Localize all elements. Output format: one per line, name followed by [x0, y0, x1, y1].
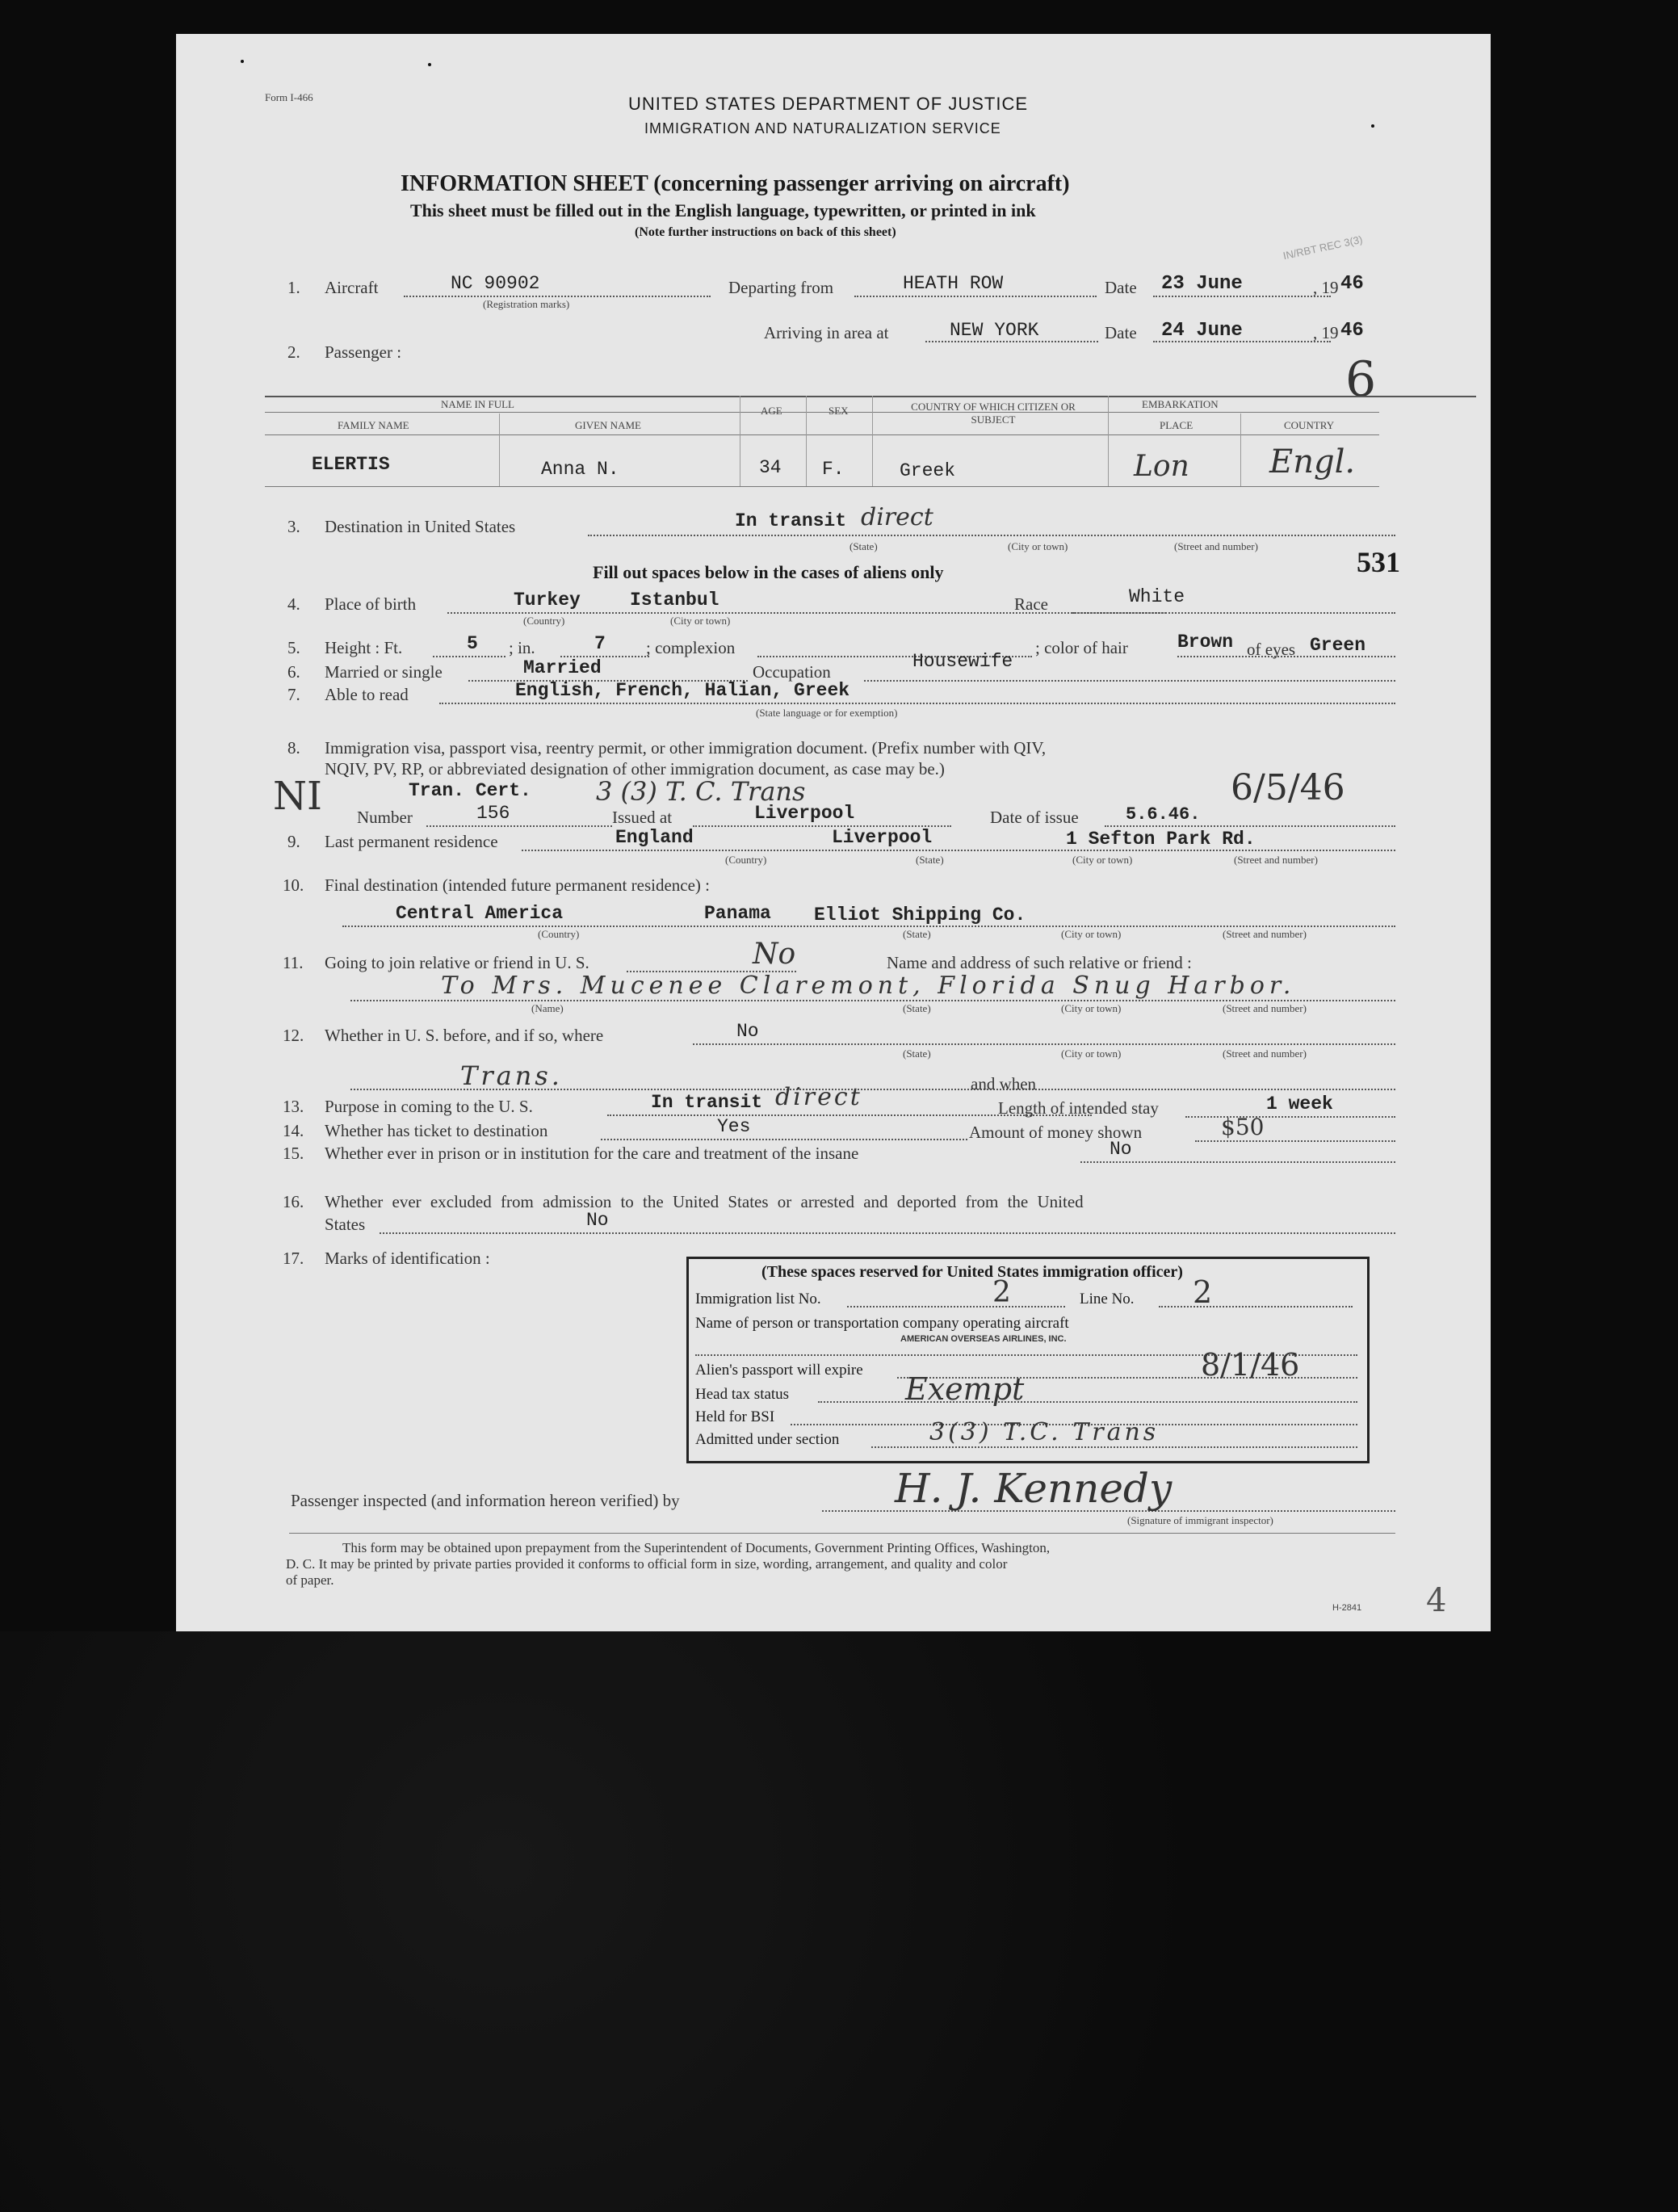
residence-city-value: Liverpool	[832, 827, 933, 848]
issue-date-line	[1105, 825, 1395, 827]
caption-state: (State)	[903, 928, 931, 940]
embarkation-country-value: Engl.	[1269, 443, 1356, 481]
item-number: 17.	[283, 1249, 304, 1268]
departing-line	[854, 296, 1097, 297]
identification-label: Marks of identification :	[325, 1249, 490, 1268]
item-number: 6.	[287, 662, 300, 682]
read-line	[439, 703, 1395, 704]
caption-street: (Street and number)	[1174, 540, 1258, 552]
caption-name: (Name)	[531, 1002, 564, 1014]
table-rule	[1240, 413, 1241, 486]
departure-date: 23 June	[1161, 273, 1243, 295]
issued-at-label: Issued at	[612, 808, 673, 827]
ticket-line	[601, 1139, 967, 1140]
stay-label: Length of intended stay	[998, 1098, 1159, 1118]
ticket-label: Whether has ticket to destination	[325, 1121, 548, 1140]
header-family-name: FAMILY NAME	[338, 419, 409, 431]
item-number: 13.	[283, 1097, 304, 1116]
faint-stamp: IN/RBT REC 3(3)	[1282, 233, 1364, 262]
money-label: Amount of money shown	[969, 1123, 1143, 1142]
destination-line	[588, 535, 1395, 536]
item-number: 3.	[287, 517, 300, 536]
final-destination-line	[342, 926, 1395, 927]
age-value: 34	[759, 457, 782, 478]
arriving-label: Arriving in area at	[764, 323, 889, 342]
departure-year: 46	[1340, 273, 1364, 295]
caption-street: (Street and number)	[1234, 854, 1318, 866]
inspected-label: Passenger inspected (and information hereon verified) by	[291, 1491, 680, 1510]
final-country-value: Central America	[396, 903, 564, 924]
race-value: White	[1129, 586, 1185, 607]
admitted-line	[871, 1446, 1357, 1448]
speck	[1371, 124, 1374, 128]
departing-label: Departing from	[728, 278, 834, 297]
table-rule	[265, 412, 1379, 413]
list-no-line	[847, 1306, 1065, 1307]
item-number: 5.	[287, 638, 300, 657]
money-line	[1195, 1140, 1395, 1142]
when-label: and when	[971, 1074, 1037, 1093]
passport-label: Alien's passport will expire	[695, 1362, 863, 1379]
birth-country-value: Turkey	[514, 590, 581, 611]
issue-date-value: 5.6.46.	[1126, 804, 1201, 825]
ticket-value: Yes	[717, 1116, 751, 1137]
caption-city: (City or town)	[1061, 928, 1122, 940]
eyes-label: of eyes	[1247, 640, 1296, 659]
join-relative-label: Going to join relative or friend in U. S.	[325, 953, 589, 972]
list-no-label: Immigration list No.	[695, 1291, 821, 1307]
item-number: 1.	[287, 278, 300, 297]
officer-box-title: (These spaces reserved for United States immigration officer)	[761, 1263, 1183, 1281]
hair-label: ; color of hair	[1035, 638, 1128, 657]
arrival-year: 46	[1340, 320, 1364, 342]
birth-city-value: Istanbul	[630, 590, 719, 611]
caption-country: (Country)	[523, 615, 565, 627]
date-label: Date	[1105, 323, 1137, 342]
marital-value: Married	[523, 657, 602, 678]
final-state-value: Panama	[704, 903, 771, 924]
caption-state: (State)	[903, 1002, 931, 1014]
service-title: IMMIGRATION AND NATURALIZATION SERVICE	[644, 120, 1001, 136]
table-rule	[872, 396, 873, 486]
caption-country: (Country)	[538, 928, 580, 940]
excluded-label-2: States	[325, 1215, 366, 1234]
join-relative-handwritten: No	[753, 938, 796, 971]
birthplace-line	[447, 612, 1166, 614]
instruction-text: This sheet must be filled out in the English language, typewritten, or printed in ink	[410, 200, 1036, 220]
residence-label: Last permanent residence	[325, 832, 498, 851]
departing-value: HEATH ROW	[903, 273, 1004, 294]
passenger-label: Passenger :	[325, 342, 402, 362]
sex-value: F.	[822, 459, 845, 480]
caption-country: (Country)	[725, 854, 767, 866]
caption-state: (State)	[916, 854, 944, 866]
caption-city: (City or town)	[1008, 540, 1068, 552]
scan-background	[0, 1631, 1678, 2212]
residence-country-value: England	[615, 827, 694, 848]
issue-date-label: Date of issue	[990, 808, 1079, 827]
officer-box	[686, 1257, 1370, 1463]
aliens-heading: Fill out spaces below in the cases of aliens only	[593, 562, 944, 582]
item-number: 4.	[287, 594, 300, 614]
birthplace-label: Place of birth	[325, 594, 417, 614]
line-no-line	[1159, 1306, 1353, 1307]
line-no-value: 2	[1193, 1274, 1213, 1310]
hair-line	[1177, 656, 1395, 657]
aircraft-line	[404, 296, 711, 297]
money-value: $50	[1221, 1114, 1265, 1140]
given-name-value: Anna N.	[541, 459, 619, 480]
table-rule	[265, 396, 1476, 397]
residence-line	[522, 850, 1395, 851]
relative-handwritten-value: To Mrs. Mucenee Claremont, Florida Snug Harbor.	[441, 972, 1296, 1000]
caption-street: (Street and number)	[1223, 1047, 1307, 1060]
inches-label: ; in.	[509, 638, 535, 657]
file-number: 531	[1357, 546, 1400, 578]
admitted-value: 3(3) T.C. Trans	[929, 1418, 1160, 1446]
purpose-value: In transit	[651, 1092, 763, 1113]
company-label: Name of person or transportation company operating aircraft	[695, 1315, 1069, 1332]
visa-text-2: NQIV, PV, RP, or abbreviated designation of other immigration document, as case may be.)	[325, 759, 945, 779]
race-line	[1072, 612, 1395, 614]
form-code: H-2841	[1332, 1603, 1362, 1613]
company-value: AMERICAN OVERSEAS AIRLINES, INC.	[900, 1334, 1067, 1344]
header-place: PLACE	[1160, 419, 1193, 431]
line-no-label: Line No.	[1080, 1291, 1135, 1307]
feet-line	[433, 656, 505, 657]
prison-value: No	[1110, 1139, 1132, 1160]
document-type-value: Tran. Cert.	[409, 780, 531, 801]
caption-city: (City or town)	[1072, 854, 1133, 866]
doc-number-line	[426, 825, 612, 827]
arrival-date: 24 June	[1161, 320, 1243, 342]
item-number: 8.	[287, 738, 300, 758]
item-number: 12.	[283, 1026, 304, 1045]
form-number: Form I-466	[265, 91, 313, 103]
header-emb-country: COUNTRY	[1284, 419, 1335, 431]
date-line	[1153, 296, 1331, 297]
citizenship-value: Greek	[900, 460, 956, 481]
prior-visit-label: Whether in U. S. before, and if so, where	[325, 1026, 604, 1045]
information-sheet	[176, 34, 1491, 1631]
aircraft-label: Aircraft	[325, 278, 379, 297]
prison-line	[1080, 1161, 1395, 1163]
footer-rule	[289, 1533, 1395, 1534]
embarkation-place-value: Lon	[1134, 450, 1189, 483]
date-label: Date	[1105, 278, 1137, 297]
speck	[241, 60, 244, 63]
issued-at-value: Liverpool	[754, 803, 855, 824]
list-no-value: 2	[992, 1276, 1011, 1309]
header-embarkation: EMBARKATION	[1142, 398, 1219, 410]
destination-label: Destination in United States	[325, 517, 516, 536]
purpose-handwritten: direct	[775, 1083, 862, 1111]
header-sex: SEX	[829, 405, 849, 417]
footer-line-2: D. C. It may be printed by private parties provided it conforms to official form in size, wording, arrangement, and quality and color	[286, 1556, 1008, 1572]
complexion-label: ; complexion	[646, 638, 736, 657]
page-number: 4	[1426, 1582, 1447, 1619]
final-city-value: Elliot Shipping Co.	[814, 905, 1026, 926]
speck	[428, 63, 431, 66]
table-rule	[265, 434, 1379, 435]
prior-visit-value: No	[736, 1021, 759, 1042]
caption-street: (Street and number)	[1223, 1002, 1307, 1014]
excluded-line	[380, 1232, 1395, 1234]
header-name-in-full: NAME IN FULL	[441, 398, 514, 410]
item-number: 15.	[283, 1144, 304, 1163]
eyes-value: Green	[1310, 635, 1366, 656]
marital-label: Married or single	[325, 662, 443, 682]
page-title: INFORMATION SHEET (concerning passenger arriving on aircraft)	[401, 171, 1070, 196]
item-number: 7.	[287, 685, 300, 704]
arriving-value: NEW YORK	[950, 320, 1039, 341]
item-number: 2.	[287, 342, 300, 362]
height-inches-value: 7	[594, 633, 606, 654]
caption-city: (City or town)	[670, 615, 731, 627]
year-prefix: , 19	[1313, 278, 1339, 297]
hair-value: Brown	[1177, 632, 1234, 653]
table-rule	[265, 486, 1379, 487]
visa-handwritten-ni: NI	[273, 774, 322, 819]
tax-value: Exempt	[905, 1371, 1025, 1407]
stay-line	[1185, 1116, 1395, 1118]
caption-street: (Street and number)	[1223, 928, 1307, 940]
destination-handwritten: direct	[861, 503, 933, 531]
caption-state: (State)	[849, 540, 878, 552]
tax-line	[818, 1401, 1357, 1403]
table-rule	[1108, 396, 1109, 486]
item-number: 14.	[283, 1121, 304, 1140]
inspector-signature: H. J. Kennedy	[895, 1465, 1173, 1512]
item-number: 9.	[287, 832, 300, 851]
prior-visit-handwritten: Trans.	[460, 1060, 563, 1091]
languages-value: English, French, Halian, Greek	[515, 680, 850, 701]
footer-line-1: This form may be obtained upon prepayment from the Superintendent of Documents, Government Printing Offices, Washington,	[342, 1540, 1051, 1555]
item-number: 16.	[283, 1192, 304, 1211]
signature-caption: (Signature of immigrant inspector)	[1127, 1514, 1273, 1526]
occupation-line	[864, 680, 1395, 682]
bsi-label: Held for BSI	[695, 1408, 775, 1425]
corner-mark: 6	[1345, 351, 1377, 408]
visa-text-1: Immigration visa, passport visa, reentry permit, or other immigration document. (Prefix number with QIV,	[325, 738, 1047, 758]
caption-city: (City or town)	[1061, 1047, 1122, 1060]
occupation-value: Housewife	[912, 651, 1013, 672]
table-rule	[499, 413, 500, 486]
family-name-value: ELERTIS	[312, 454, 390, 475]
table-rule	[806, 396, 807, 486]
read-label: Able to read	[325, 685, 409, 704]
header-age: AGE	[761, 405, 782, 417]
when-line	[1045, 1089, 1395, 1090]
excluded-value: No	[586, 1210, 609, 1231]
admitted-label: Admitted under section	[695, 1431, 840, 1448]
occupation-label: Occupation	[753, 662, 831, 682]
stay-value: 1 week	[1266, 1093, 1333, 1114]
department-title: UNITED STATES DEPARTMENT OF JUSTICE	[628, 94, 1029, 114]
relative-name-label: Name and address of such relative or friend :	[887, 953, 1192, 972]
registration-caption: (Registration marks)	[483, 298, 570, 310]
language-caption: (State language or for exemption)	[756, 707, 898, 719]
aircraft-value: NC 90902	[451, 273, 540, 294]
height-feet-value: 5	[467, 633, 478, 654]
document-handwritten-date: 6/5/46	[1231, 767, 1345, 808]
instruction-note: (Note further instructions on back of this sheet)	[635, 225, 896, 239]
destination-value: In transit	[735, 510, 847, 531]
caption-state: (State)	[903, 1047, 931, 1060]
header-given-name: GIVEN NAME	[575, 419, 641, 431]
doc-number-value: 156	[476, 803, 510, 824]
prison-label: Whether ever in prison or in institution for the care and treatment of the insane	[325, 1144, 859, 1163]
purpose-label: Purpose in coming to the U. S.	[325, 1097, 533, 1116]
caption-city: (City or town)	[1061, 1002, 1122, 1014]
year-prefix: , 19	[1313, 323, 1339, 342]
footer-line-3: of paper.	[286, 1572, 334, 1588]
relative-line	[350, 1000, 1395, 1001]
item-number: 11.	[283, 953, 304, 972]
item-number: 10.	[283, 875, 304, 895]
tax-label: Head tax status	[695, 1386, 790, 1403]
document-handwritten: 3 (3) T. C. Trans	[596, 776, 806, 807]
doc-number-label: Number	[357, 808, 413, 827]
prior-visit-line	[693, 1043, 1395, 1045]
residence-street-value: 1 Sefton Park Rd.	[1066, 829, 1256, 850]
final-destination-label: Final destination (intended future permanent residence) :	[325, 875, 711, 895]
arriving-line	[925, 341, 1098, 342]
header-country: COUNTRY OF WHICH CITIZEN OR SUBJECT	[911, 401, 1076, 426]
passport-value: 8/1/46	[1201, 1347, 1300, 1383]
race-label: Race	[1014, 594, 1048, 614]
height-label: Height : Ft.	[325, 638, 403, 657]
excluded-label: Whether ever excluded from admission to the United States or arrested and deported from the United	[325, 1192, 1084, 1211]
